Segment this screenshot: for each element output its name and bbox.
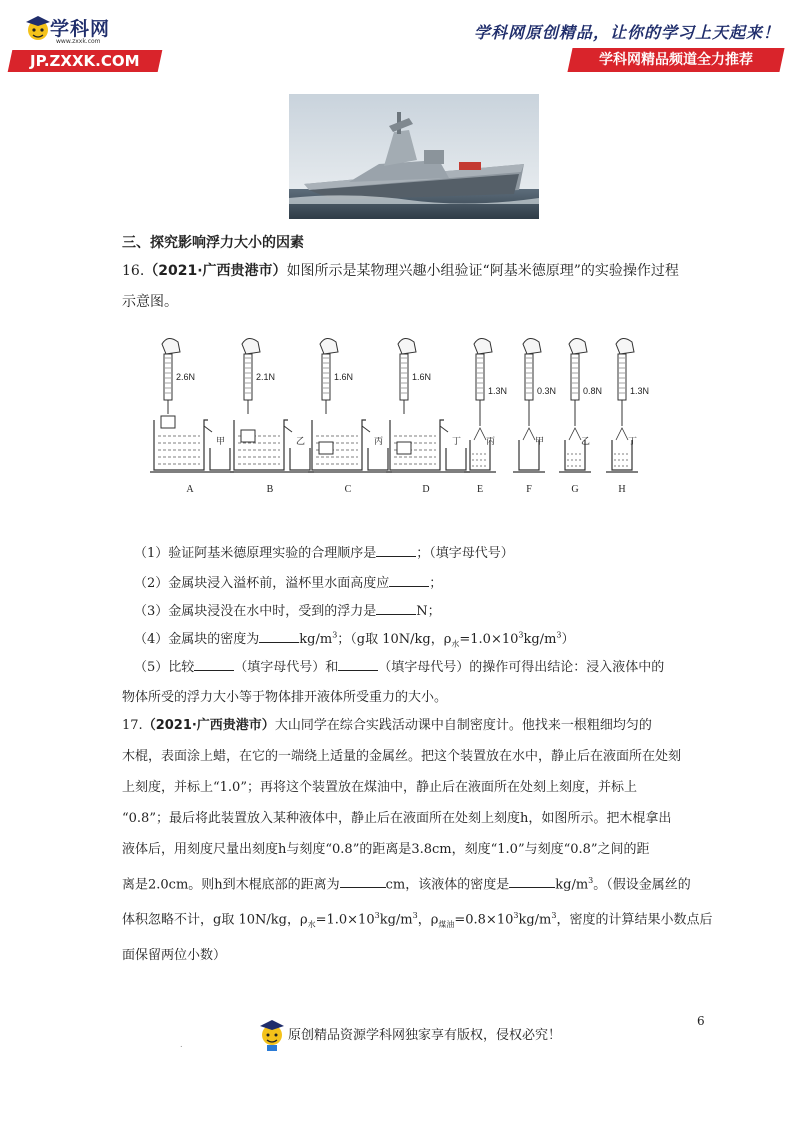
item-text: ） (561, 632, 575, 647)
item-text: ； (429, 576, 443, 591)
question-line: 木棍，表面涂上蜡，在它的一端绕上适量的金属丝。把这个装置放在水中，静止后在液面所在处刻 (122, 749, 682, 764)
question-text-1: 如图所示是某物理兴趣小组验证“阿基米德原理”的实验操作过程 (286, 263, 679, 279)
answer-blank[interactable] (340, 876, 386, 888)
panel-E (464, 338, 507, 495)
subscript: 水 (307, 920, 316, 930)
scale-reading: 2.6N (176, 372, 196, 382)
panel-label: C (344, 484, 352, 495)
question-line: 大山同学在综合实践活动课中自制密度计。他找来一根粗细均匀的 (274, 718, 652, 733)
small-cup (210, 448, 230, 470)
metal-block (319, 442, 333, 454)
footer-mascot-icon (257, 1015, 287, 1053)
question-source: （2021·广西贵港市） (144, 263, 287, 279)
item-text: （4）金属块的密度为 (134, 632, 260, 647)
basket-strings (474, 428, 486, 440)
line-text: kg/m (555, 877, 589, 893)
metal-block (241, 430, 255, 442)
item-text: =1.0×10 (459, 632, 519, 647)
item-text: N； (416, 604, 441, 619)
overflow-cup (234, 420, 288, 470)
panel-label: B (266, 484, 274, 495)
subscript: 煤油 (438, 920, 455, 930)
basket-strings (569, 428, 581, 440)
answer-blank[interactable] (338, 659, 378, 671)
scale-reading: 2.1N (256, 372, 276, 382)
item-text: （3）金属块浸没在水中时，受到的浮力是 (134, 604, 377, 619)
panel-label: E (476, 484, 484, 495)
logo-site-banner[interactable] (8, 50, 163, 72)
answer-blank[interactable] (389, 575, 429, 587)
cup-spout (362, 426, 370, 432)
item-text: （1）验证阿基米德原理实验的合理顺序是 (134, 546, 377, 561)
item-text: ；（g取 10N/kg，ρ (337, 632, 452, 647)
line-text: ，ρ (417, 912, 439, 928)
item-text: （5）比较 (134, 660, 195, 675)
scale-reading: 1.6N (334, 372, 354, 382)
question-source: （2021·广西贵港市） (142, 718, 275, 733)
scale-reading: 1.3N (488, 386, 508, 396)
hand-icon (320, 338, 338, 354)
copyright-notice: 原创精品资源学科网独家享有版权，侵权必究！ (288, 1028, 562, 1043)
hand-icon (523, 338, 541, 354)
subscript: 水 (451, 639, 460, 649)
scale-reading: 0.3N (537, 386, 557, 396)
panel-label: A (186, 484, 194, 495)
section-title: 三、探究影响浮力大小的因素 (122, 235, 304, 251)
q16-item-5-cont: 物体所受的浮力大小等于物体排开液体所受重力的大小。 (122, 690, 448, 705)
panel-label: F (526, 484, 532, 495)
cup-label: 乙 (581, 437, 591, 447)
recommend-banner (567, 48, 784, 72)
line-text: kg/m (518, 912, 552, 928)
answer-blank[interactable] (509, 876, 555, 888)
hand-icon (569, 338, 587, 354)
cup-label: 丙 (486, 437, 496, 447)
item-text: ；（填字母代号） (416, 546, 514, 561)
answer-blank[interactable] (376, 545, 416, 557)
question-number: 17. (122, 718, 143, 733)
recommend-text: 学科网精品频道全力推荐 (599, 52, 753, 68)
cup-label: 甲 (535, 437, 545, 447)
cup-spout (284, 426, 292, 432)
line-text: 离是2.0cm。则h到木棍底部的距离为 (122, 877, 340, 893)
panel-F (513, 338, 556, 495)
line-text: =0.8×10 (454, 912, 514, 928)
question-line: “0.8”；最后将此装置放入某种液体中，静止后在液面所在处刻上刻度h，如图所示。把木棍拿出 (122, 811, 672, 826)
header-slogan: 学科网原创精品，让你的学习上天起来！ (473, 23, 780, 42)
line-text: cm，该液体的密度是 (385, 877, 510, 893)
small-cup (368, 448, 388, 470)
small-cup (290, 448, 310, 470)
panel-label: D (422, 484, 430, 495)
logo-url-small: www.zxxk.com (56, 38, 101, 45)
logo-site-text: JP.ZXXK.COM (30, 52, 140, 70)
metal-block (397, 442, 411, 454)
question-number: 16. (122, 263, 145, 279)
hand-icon (616, 338, 634, 354)
scale-reading: 1.6N (412, 372, 432, 382)
answer-blank[interactable] (194, 659, 234, 671)
q16-item-1 (134, 542, 514, 561)
page-number: 6 (697, 1014, 705, 1028)
question-line: 上刻度，并标上“1.0”；再将这个装置放在煤油中，静止后在液面所在处刻上刻度，并标上 (122, 780, 637, 795)
page-header (0, 0, 800, 80)
line-text: 。（假设金属丝的 (593, 877, 691, 893)
cup-spout (440, 426, 448, 432)
question-16-stem (122, 256, 707, 318)
q16-item-4: （4）金属块的密度为 $kg/m^3$；（g取 10N/kg，$\rho_水=1.0\times 10^3kg/m^3$） (134, 630, 575, 649)
cup-spout (204, 426, 212, 432)
basket-strings (616, 428, 628, 440)
hand-icon (162, 338, 180, 354)
panel-H (606, 338, 649, 495)
small-cup (446, 448, 466, 470)
line-text: 体积忽略不计，g取 10N/kg，ρ (122, 912, 308, 928)
question-line: 体积忽略不计，g取 10N/kg，$\rho_水=1.0\times 10^3kg/m^3$，$\rho_{煤油}=0.8\times 10^3kg/m^3$，密度的计算结果小数点后 (122, 911, 713, 930)
panel-D (386, 338, 470, 495)
scale-reading: 1.3N (630, 386, 650, 396)
footer-dot: . (180, 1040, 183, 1049)
cup-label: 丁 (628, 437, 638, 447)
warship-photo (289, 94, 539, 219)
scale-reading: 0.8N (583, 386, 603, 396)
panel-B (230, 338, 314, 495)
item-text: kg/m (299, 632, 333, 647)
q16-item-3 (134, 600, 441, 619)
panel-label: H (618, 484, 626, 495)
metal-block (161, 416, 175, 428)
basket-strings (523, 428, 535, 440)
panel-A (150, 338, 234, 495)
panel-G (559, 338, 602, 495)
answer-blank[interactable] (259, 631, 299, 643)
q16-item-5 (134, 656, 664, 675)
q16-item-2 (134, 572, 442, 591)
cup-label: 丁 (452, 437, 462, 447)
cup-label: 丙 (374, 437, 384, 447)
experiment-figure (150, 336, 670, 506)
hand-icon (474, 338, 492, 354)
logo-name: 学科网 (50, 18, 111, 40)
answer-blank[interactable] (376, 603, 416, 615)
question-17 (122, 710, 713, 971)
question-line: 液体后，用刻度尺量出刻度h与刻度“0.8”的距离是3.8cm，刻度“1.0”与刻度“0.8”之间的距 (122, 842, 650, 857)
panel-label: G (571, 484, 579, 495)
item-text: （2）金属块浸入溢杯前，溢杯里水面高度应 (134, 576, 390, 591)
hand-icon (242, 338, 260, 354)
item-text: kg/m (523, 632, 557, 647)
cup-label: 甲 (216, 437, 226, 447)
question-line: 面保留两位小数） (122, 948, 227, 964)
item-text: （填字母代号）和 (234, 660, 339, 675)
cup-label: 乙 (296, 437, 306, 447)
panel-C (308, 338, 392, 495)
question-text-2: 示意图。 (122, 294, 178, 310)
hand-icon (398, 338, 416, 354)
line-text: kg/m (379, 912, 413, 928)
item-text: （填字母代号）的操作可得出结论：浸入液体中的 (378, 660, 665, 675)
line-text: =1.0×10 (315, 912, 375, 928)
line-text: ，密度的计算结果小数点后 (556, 912, 713, 928)
question-line: 离是2.0cm。则h到木棍底部的距离为 cm，该液体的密度是 $kg/m^3$。（假设金属丝的 (122, 876, 691, 893)
